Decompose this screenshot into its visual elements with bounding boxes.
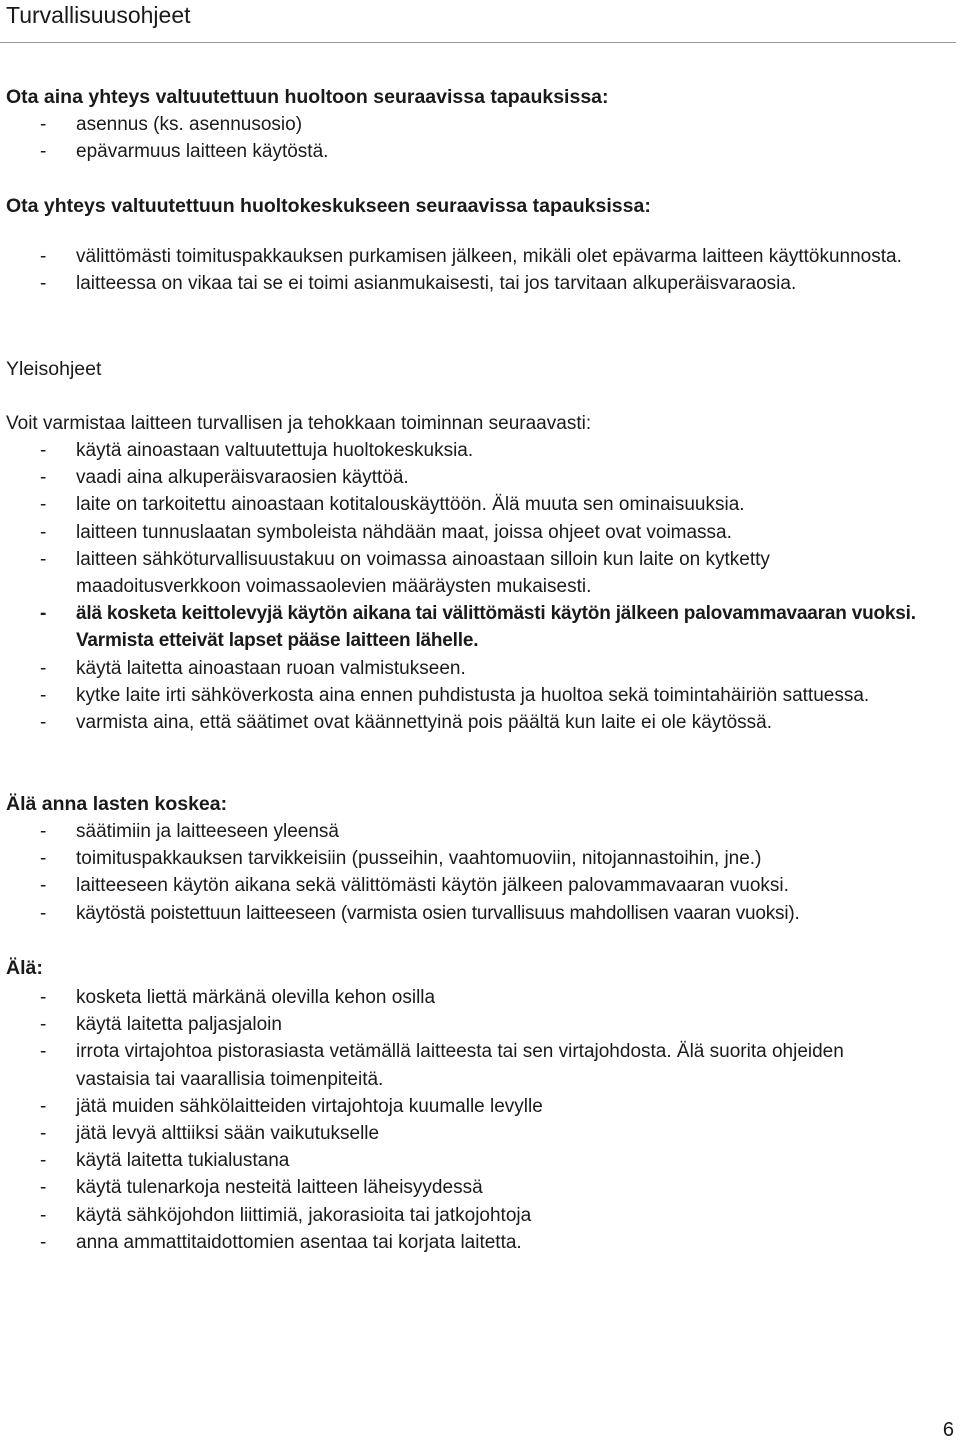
- list-item: - vaadi aina alkuperäisvaraosien käyttöä.: [6, 464, 956, 491]
- list-item: - asennus (ks. asennusosio): [6, 111, 956, 138]
- list-item: - varmista aina, että säätimet ovat käännettyinä pois päältä kun laite ei ole käytössä.: [6, 709, 956, 736]
- section-heading: Yleisohjeet: [6, 358, 102, 380]
- section-heading: Älä anna lasten koskea:: [6, 793, 228, 815]
- list-item: - kytke laite irti sähköverkosta aina ennen puhdistusta ja huoltoa sekä toimintahäiriön sattuessa.: [6, 682, 956, 709]
- list-item: - jätä levyä alttiiksi sään vaikutukselle: [6, 1120, 956, 1147]
- list-item: - kosketa liettä märkänä olevilla kehon osilla: [6, 984, 956, 1011]
- list-item-warning: - älä kosketa keittolevyjä käytön aikana tai välittömästi käytön jälkeen palovammavaaran vuoksi. Varmista etteivät lapset pääse laitteen lähelle.: [6, 600, 956, 654]
- bullet-list: [6, 818, 956, 927]
- page-title: Turvallisuusohjeet: [6, 2, 191, 28]
- section-service-center: [6, 193, 956, 297]
- list-item: - laite on tarkoitettu ainoastaan kotitalouskäyttöön. Älä muuta sen ominaisuuksia.: [6, 491, 956, 518]
- bullet-list: [6, 437, 956, 736]
- list-item: - jätä muiden sähkölaitteiden virtajohtoja kuumalle levylle: [6, 1093, 956, 1120]
- bullet-list: [6, 984, 956, 1256]
- list-item: - laitteessa on vikaa tai se ei toimi asianmukaisesti, tai jos tarvitaan alkuperäisvaraosia.: [6, 270, 956, 297]
- section-children: [6, 791, 956, 927]
- list-item: - käytä sähköjohdon liittimiä, jakorasioita tai jatkojohtoja: [6, 1202, 956, 1229]
- section-do-not: [6, 955, 956, 1256]
- list-item: - käytöstä poistettuun laitteeseen (varmista osien turvallisuus mahdollisen vaaran vuoksi).: [6, 900, 956, 927]
- section-heading: Älä:: [6, 957, 43, 979]
- section-heading: Ota yhteys valtuutettuun huoltokeskukseen seuraavissa tapauksissa:: [6, 195, 651, 217]
- section-heading: Ota aina yhteys valtuutettuun huoltoon seuraavissa tapauksissa:: [6, 86, 609, 108]
- list-item: - epävarmuus laitteen käytöstä.: [6, 138, 956, 165]
- list-item: - laitteeseen käytön aikana sekä välittömästi käytön jälkeen palovammavaaran vuoksi.: [6, 872, 956, 899]
- list-item: - käytä laitetta tukialustana: [6, 1147, 956, 1174]
- list-item: - käytä laitetta ainoastaan ruoan valmistukseen.: [6, 655, 956, 682]
- list-item: - välittömästi toimituspakkauksen purkamisen jälkeen, mikäli olet epävarma laitteen käyttökunnosta.: [6, 243, 956, 270]
- section-general-instructions: [6, 356, 956, 736]
- list-item: - laitteen tunnuslaatan symboleista nähdään maat, joissa ohjeet ovat voimassa.: [6, 519, 956, 546]
- list-item: - käytä tulenarkoja nesteitä laitteen läheisyydessä: [6, 1174, 956, 1201]
- title-divider: [0, 42, 956, 43]
- bullet-list: [6, 111, 956, 165]
- list-item: - käytä ainoastaan valtuutettuja huoltokeskuksia.: [6, 437, 956, 464]
- section-authorized-service: [6, 84, 956, 165]
- list-item: - irrota virtajohtoa pistorasiasta vetämällä laitteesta tai sen virtajohdosta. Älä suorita ohjeiden vastaisia tai vaarallisia toimenpiteitä.: [6, 1038, 956, 1092]
- list-item: - laitteen sähköturvallisuustakuu on voimassa ainoastaan silloin kun laite on kytketty maadoitusverkkoon voimassaolevien määräysten mukaisesti.: [6, 546, 956, 600]
- list-item: - toimituspakkauksen tarvikkeisiin (pusseihin, vaahtomuoviin, nitojannastoihin, jne.): [6, 845, 956, 872]
- page-number: 6: [942, 1419, 954, 1441]
- bullet-list: [6, 243, 956, 297]
- list-item: - anna ammattitaidottomien asentaa tai korjata laitetta.: [6, 1229, 956, 1256]
- section-intro: Voit varmistaa laitteen turvallisen ja tehokkaan toiminnan seuraavasti:: [6, 413, 592, 434]
- list-item: - käytä laitetta paljasjaloin: [6, 1011, 956, 1038]
- list-item: - säätimiin ja laitteeseen yleensä: [6, 818, 956, 845]
